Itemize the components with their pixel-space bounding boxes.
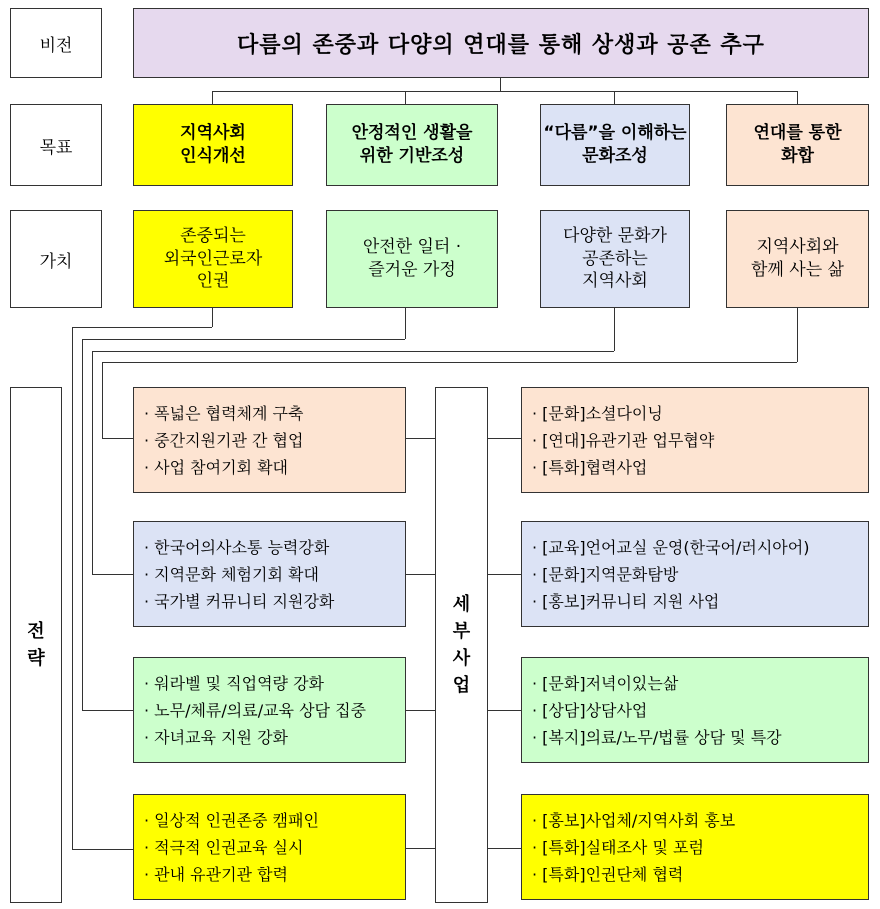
connector [406, 438, 435, 439]
strategy-3-item-3: · 자녀교육 지원 강화 [144, 724, 366, 751]
value-3-line1: 다양한 문화가 [563, 225, 667, 246]
goal-4-line1: 연대를 통한 [753, 123, 842, 144]
value-box-4 [726, 210, 869, 308]
strategy-2-item-3: · 국가별 커뮤니티 지원강화 [144, 588, 334, 615]
value-1-line1: 존중되는 [180, 225, 246, 246]
connector [92, 351, 614, 352]
label-strategy [10, 387, 62, 903]
value-1-line2: 외국인근로자 [163, 248, 263, 269]
connector [102, 438, 133, 439]
label-vision: 비전 [10, 8, 102, 78]
connector [406, 848, 435, 849]
value-box-3 [540, 210, 690, 308]
project-box-4 [521, 794, 869, 900]
strategy-4-item-3: · 관내 유관기관 합력 [144, 861, 319, 888]
strategy-2-item-1: · 한국어의사소통 능력강화 [144, 534, 334, 561]
connector [614, 308, 615, 351]
connector [797, 91, 798, 104]
label-goal: 목표 [10, 104, 102, 186]
connector [500, 78, 501, 91]
strategy-4-item-1: · 일상적 인권존중 캠패인 [144, 807, 319, 834]
goal-box-3 [540, 104, 690, 186]
value-2-line1: 안전한 일터 · [362, 237, 462, 258]
project-1-item-1: · [문화]소셜다이닝 [532, 400, 714, 427]
connector [82, 339, 83, 710]
value-box-2 [326, 210, 498, 308]
project-box-3 [521, 657, 869, 763]
connector [82, 339, 405, 340]
strategy-box-1 [133, 387, 406, 493]
connector [614, 91, 615, 104]
strategy-1-item-1: · 폭넓은 협력체계 구축 [144, 400, 303, 427]
strategy-char-1: 전 [27, 621, 45, 642]
label-detail-projects [435, 387, 488, 903]
detail-char-2: 부 [452, 621, 471, 642]
connector [488, 438, 521, 439]
connector [102, 362, 103, 438]
detail-char-4: 업 [452, 675, 471, 696]
connector [797, 308, 798, 362]
detail-char-1: 세 [452, 594, 471, 615]
connector [92, 574, 133, 575]
connector [72, 327, 212, 328]
goal-box-2 [326, 104, 498, 186]
value-1-line3: 인권 [196, 271, 230, 292]
strategy-char-2: 략 [27, 648, 45, 669]
value-4-line1: 지역사회와 [756, 237, 839, 258]
connector [406, 574, 435, 575]
connector [102, 362, 797, 363]
label-value: 가치 [10, 210, 102, 308]
goal-box-4 [726, 104, 869, 186]
goal-1-line1: 지역사회 [180, 123, 246, 144]
project-1-item-2: · [연대]유관기관 업무협약 [532, 427, 714, 454]
strategy-3-item-2: · 노무/체류/의료/교육 상담 집중 [144, 697, 366, 724]
project-3-item-2: · [상담]상담사업 [532, 697, 782, 724]
goal-3-line2: 문화조성 [582, 146, 648, 166]
project-box-2 [521, 521, 869, 627]
connector [406, 710, 435, 711]
strategy-1-item-3: · 사업 참여기회 확대 [144, 454, 303, 481]
value-box-1 [133, 210, 293, 308]
strategy-3-item-1: · 워라벨 및 직업역량 강화 [144, 670, 366, 697]
strategy-box-2 [133, 521, 406, 627]
goal-1-line2: 인식개선 [180, 146, 246, 166]
connector [488, 848, 521, 849]
connector [82, 710, 133, 711]
connector [488, 710, 521, 711]
connector [488, 574, 521, 575]
goal-box-1 [133, 104, 293, 186]
value-4-line2: 함께 사는 삶 [751, 260, 844, 280]
vision-box: 다름의 존중과 다양의 연대를 통해 상생과 공존 추구 [133, 8, 869, 78]
strategy-box-3 [133, 657, 406, 763]
goal-3-line1: “다름”을 이해하는 [543, 123, 687, 144]
strategy-1-item-2: · 중간지원기관 간 협업 [144, 427, 303, 454]
value-2-line2: 즐거운 가정 [368, 260, 456, 280]
project-2-item-3: · [홍보]커뮤니티 지원 사업 [532, 588, 809, 615]
goal-4-line2: 화합 [781, 146, 814, 166]
value-3-line2: 공존하는 [582, 248, 648, 269]
connector [72, 849, 133, 850]
strategy-box-4 [133, 794, 406, 900]
connector [405, 91, 406, 104]
project-1-item-3: · [특화]협력사업 [532, 454, 714, 481]
strategy-2-item-2: · 지역문화 체험기회 확대 [144, 561, 334, 588]
connector [212, 308, 213, 327]
project-4-item-2: · [특화]실태조사 및 포럼 [532, 834, 735, 861]
connector [212, 91, 213, 104]
connector [212, 91, 797, 92]
project-3-item-1: · [문화]저녁이있는삶 [532, 670, 782, 697]
project-4-item-3: · [특화]인권단체 협력 [532, 861, 735, 888]
connector [92, 351, 93, 574]
strategy-4-item-2: · 적극적 인권교육 실시 [144, 834, 319, 861]
detail-char-3: 사 [452, 648, 471, 669]
project-2-item-1: · [교육]언어교실 운영(한국어/러시아어) [532, 534, 809, 561]
connector [405, 308, 406, 339]
project-box-1 [521, 387, 869, 493]
value-3-line3: 지역사회 [582, 271, 648, 292]
connector [72, 327, 73, 849]
goal-2-line2: 위한 기반조성 [359, 146, 465, 166]
project-2-item-2: · [문화]지역문화탐방 [532, 561, 809, 588]
project-3-item-3: · [복지]의료/노무/법률 상담 및 특강 [532, 724, 782, 751]
goal-2-line1: 안정적인 생활을 [351, 123, 473, 144]
project-4-item-1: · [홍보]사업체/지역사회 홍보 [532, 807, 735, 834]
